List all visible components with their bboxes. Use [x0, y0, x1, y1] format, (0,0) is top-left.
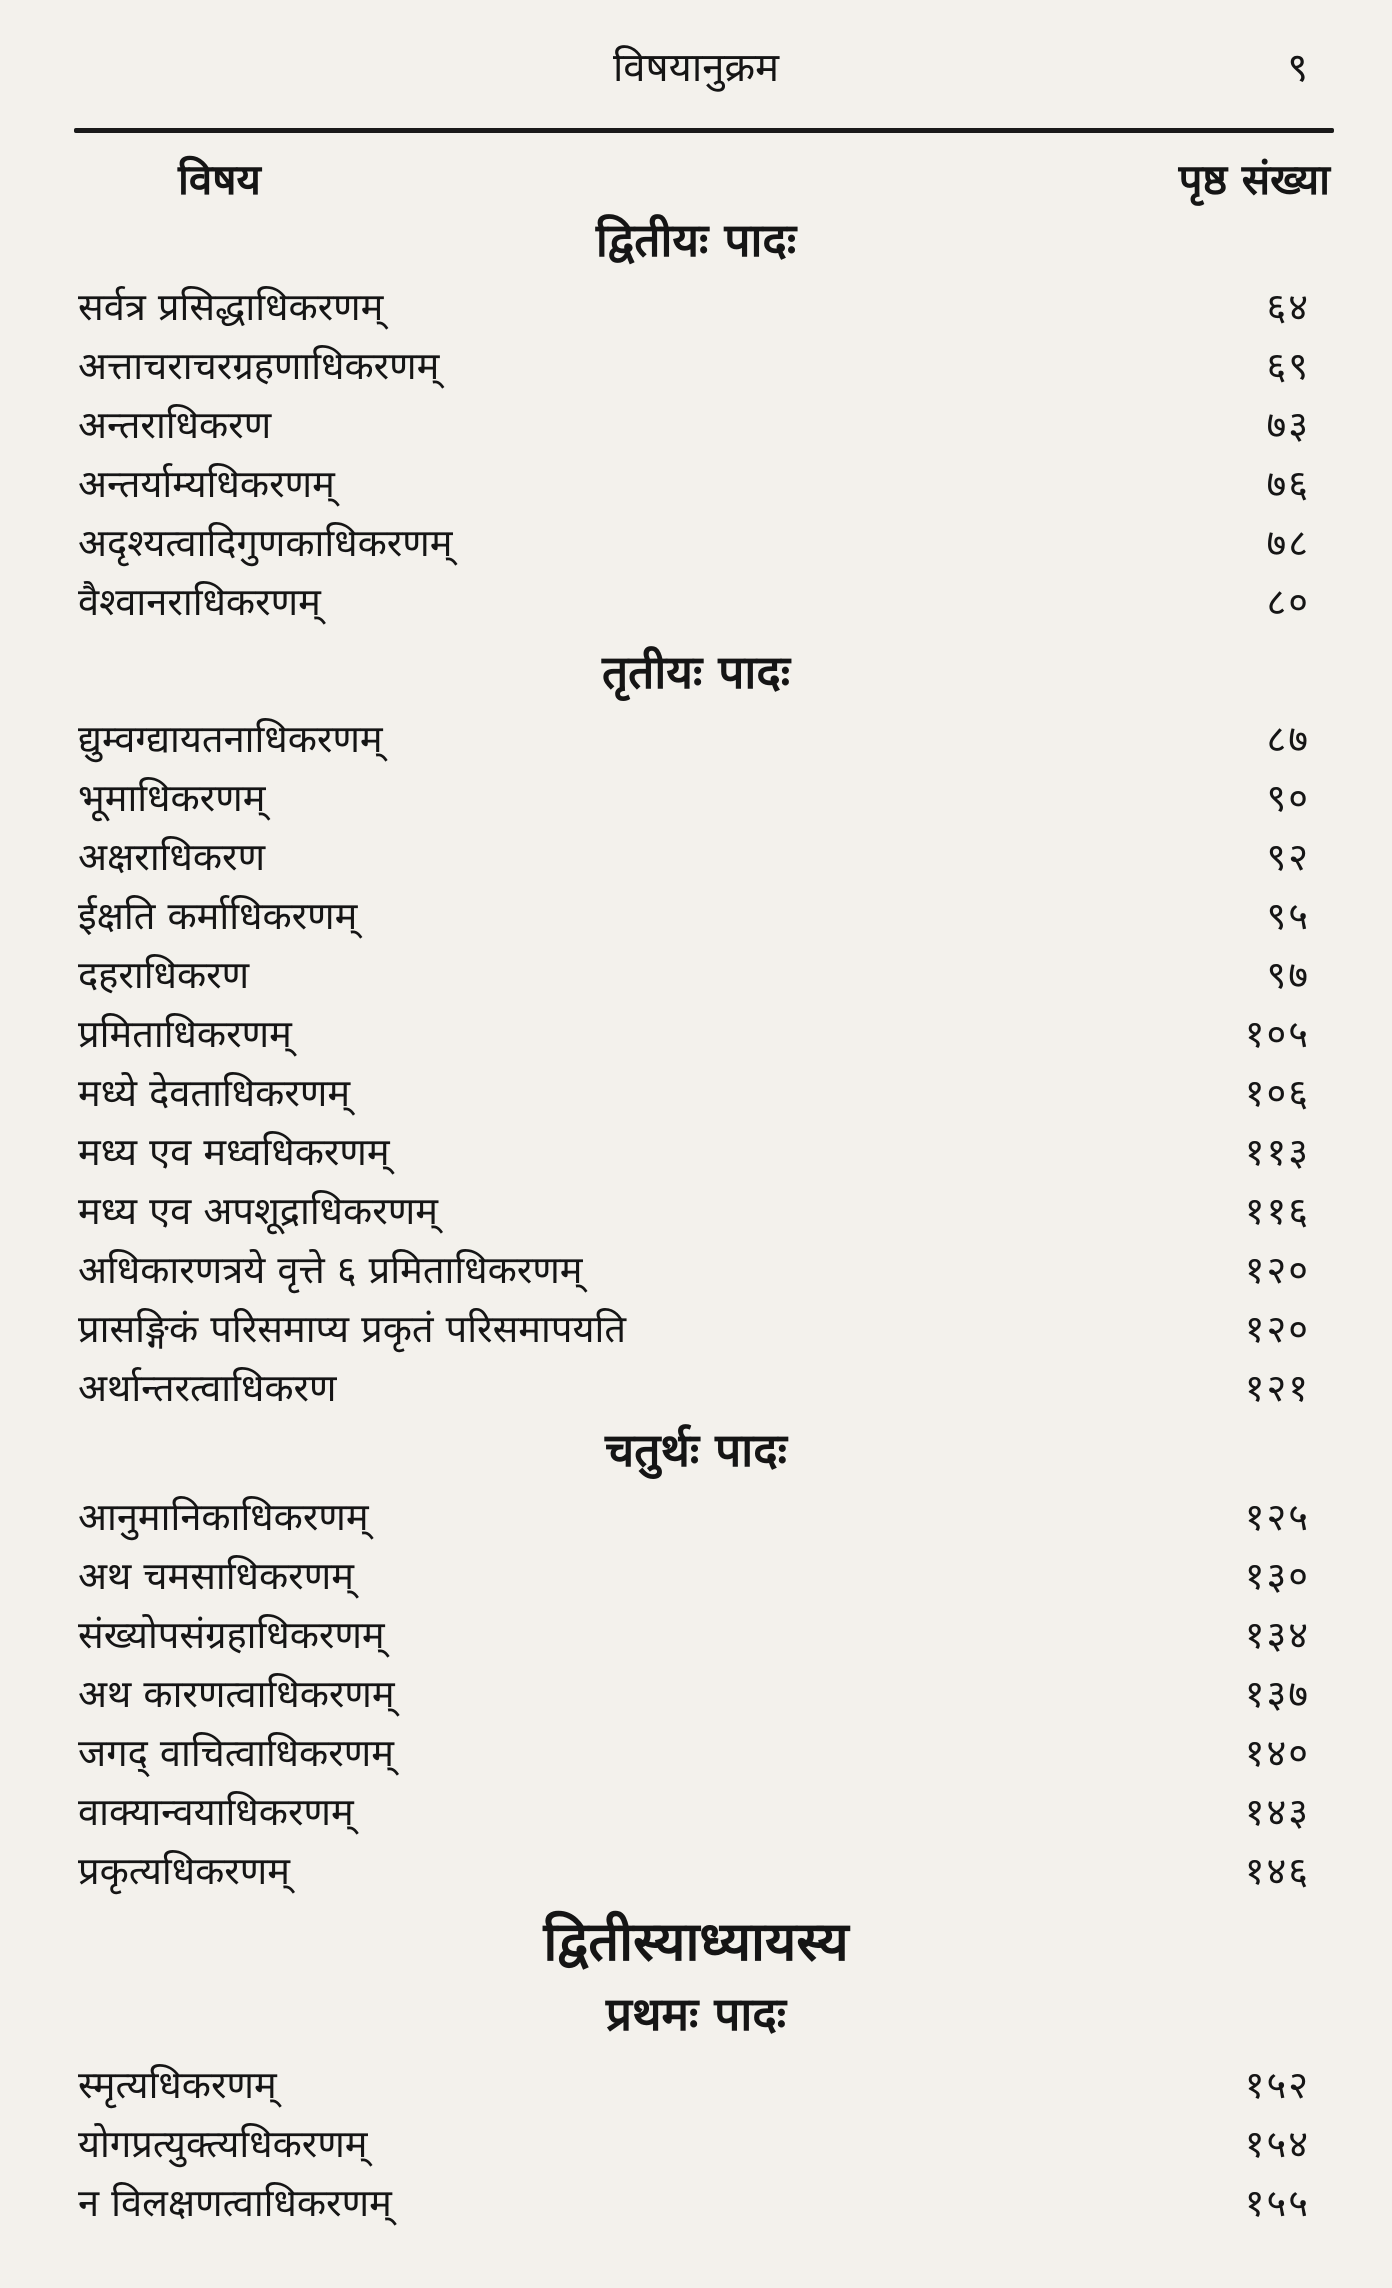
- entry-title: मध्य एव मध्वधिकरणम्: [78, 1130, 390, 1174]
- header-rule: [74, 128, 1334, 133]
- entry-page: १३४: [1244, 1613, 1310, 1657]
- toc-entry: [78, 1184, 1310, 1240]
- entry-page: १२०: [1244, 1307, 1310, 1351]
- toc-entry: [78, 280, 1310, 336]
- entry-page: १४०: [1244, 1731, 1310, 1775]
- toc-entry: [78, 457, 1310, 513]
- entry-title: सर्वत्र प्रसिद्धाधिकरणम्: [78, 285, 384, 329]
- toc-entry: [78, 1066, 1310, 1122]
- entry-title: अदृश्यत्वादिगुणकाधिकरणम्: [78, 521, 453, 565]
- toc-entry: [78, 1726, 1310, 1782]
- toc-entry: [78, 339, 1310, 395]
- entry-title: अर्थान्तरत्वाधिकरण: [78, 1366, 337, 1410]
- entry-title: न विलक्षणत्वाधिकरणम्: [78, 2181, 392, 2225]
- entry-page: १५५: [1244, 2181, 1310, 2225]
- toc-entry: [78, 2176, 1310, 2232]
- entry-title: वैश्वानराधिकरणम्: [78, 580, 321, 624]
- entry-title: मध्ये देवताधिकरणम्: [78, 1071, 351, 1115]
- entry-title: प्रकृत्यधिकरणम्: [78, 1849, 291, 1893]
- column-heading-page: पृष्ठ संख्या: [1178, 155, 1330, 204]
- section-heading: चतुर्थः पादः: [605, 1423, 787, 1477]
- entry-page: १५२: [1244, 2063, 1310, 2107]
- entry-page: १२५: [1244, 1495, 1310, 1539]
- entry-page: १५४: [1244, 2122, 1310, 2166]
- entry-title: अधिकारणत्रये वृत्ते ६ प्रमिताधिकरणम्: [78, 1248, 583, 1292]
- entry-title: आनुमानिकाधिकरणम्: [78, 1495, 369, 1539]
- toc-entry: [78, 516, 1310, 572]
- entry-title: स्मृत्यधिकरणम्: [78, 2063, 277, 2107]
- entry-title: अन्तर्याम्यधिकरणम्: [78, 462, 335, 506]
- entry-page: ६९: [1266, 344, 1310, 388]
- toc-entry: [78, 1302, 1310, 1358]
- toc-entry: [78, 1007, 1310, 1063]
- entry-page: ७८: [1266, 521, 1310, 565]
- toc-entry: [78, 830, 1310, 886]
- entry-title: भूमाधिकरणम्: [78, 776, 266, 820]
- entry-title: दहराधिकरण: [78, 953, 250, 997]
- entry-page: १०६: [1244, 1071, 1310, 1115]
- section-heading: प्रथमः पादः: [605, 1987, 787, 2041]
- entry-title: अथ चमसाधिकरणम्: [78, 1554, 354, 1598]
- entry-title: द्युम्वग्द्यायतनाधिकरणम्: [78, 717, 383, 761]
- entry-title: अन्तराधिकरण: [78, 403, 272, 447]
- entry-page: ८०: [1266, 580, 1310, 624]
- toc-entry: [78, 1667, 1310, 1723]
- entry-page: ९०: [1266, 776, 1310, 820]
- entry-title: मध्य एव अपशूद्राधिकरणम्: [78, 1189, 438, 1233]
- entry-title: अत्ताचराचरग्रहणाधिकरणम्: [78, 344, 440, 388]
- entry-page: ७३: [1266, 403, 1310, 447]
- entry-page: १४३: [1244, 1790, 1310, 1834]
- toc-entry: [78, 2117, 1310, 2173]
- entry-title: अथ कारणत्वाधिकरणम्: [78, 1672, 395, 1716]
- toc-entry: [78, 889, 1310, 945]
- entry-page: ११६: [1244, 1189, 1310, 1233]
- entry-title: जगद् वाचित्वाधिकरणम्: [78, 1731, 394, 1775]
- entry-page: ६४: [1266, 285, 1310, 329]
- entry-page: १२०: [1244, 1248, 1310, 1292]
- section-heading: तृतीयः पादः: [601, 645, 791, 699]
- toc-entry: [78, 1243, 1310, 1299]
- entry-title: प्रमिताधिकरणम्: [78, 1012, 292, 1056]
- section-heading: द्वितीयः पादः: [595, 213, 797, 267]
- entry-title: प्रासङ्गिकं परिसमाप्य प्रकृतं परिसमापयति: [78, 1307, 626, 1351]
- toc-entry: [78, 1785, 1310, 1841]
- entry-page: ११३: [1244, 1130, 1310, 1174]
- entry-page: ८७: [1266, 717, 1310, 761]
- toc-entry: [78, 771, 1310, 827]
- column-heading-topic: विषय: [178, 155, 261, 204]
- entry-page: १४६: [1244, 1849, 1310, 1893]
- entry-page: ७६: [1266, 462, 1310, 506]
- entry-page: ९५: [1266, 894, 1310, 938]
- entry-title: ईक्षति कर्माधिकरणम्: [78, 894, 358, 938]
- toc-entry: [78, 1490, 1310, 1546]
- toc-entry: [78, 575, 1310, 631]
- toc-entry: [78, 1125, 1310, 1181]
- page-number: ९: [1287, 45, 1308, 91]
- entry-title: योगप्रत्युक्त्यधिकरणम्: [78, 2122, 368, 2166]
- running-title: विषयानुक्रम: [612, 45, 780, 91]
- entry-page: १३७: [1244, 1672, 1310, 1716]
- entry-page: १०५: [1244, 1012, 1310, 1056]
- entry-page: १३०: [1244, 1554, 1310, 1598]
- entry-page: ९२: [1266, 835, 1310, 879]
- toc-entry: [78, 1608, 1310, 1664]
- toc-entry: [78, 1844, 1310, 1900]
- toc-entry: [78, 1549, 1310, 1605]
- entry-title: अक्षराधिकरण: [78, 835, 266, 879]
- toc-entry: [78, 398, 1310, 454]
- entry-title: संख्योपसंग्रहाधिकरणम्: [78, 1613, 385, 1657]
- toc-entry: [78, 1361, 1310, 1417]
- entry-page: १२१: [1244, 1366, 1310, 1410]
- entry-page: ९७: [1266, 953, 1310, 997]
- toc-entry: [78, 2058, 1310, 2114]
- chapter-heading: द्वितीस्याध्यायस्य: [543, 1909, 849, 1973]
- toc-entry: [78, 712, 1310, 768]
- toc-entry: [78, 948, 1310, 1004]
- entry-title: वाक्यान्वयाधिकरणम्: [78, 1790, 354, 1834]
